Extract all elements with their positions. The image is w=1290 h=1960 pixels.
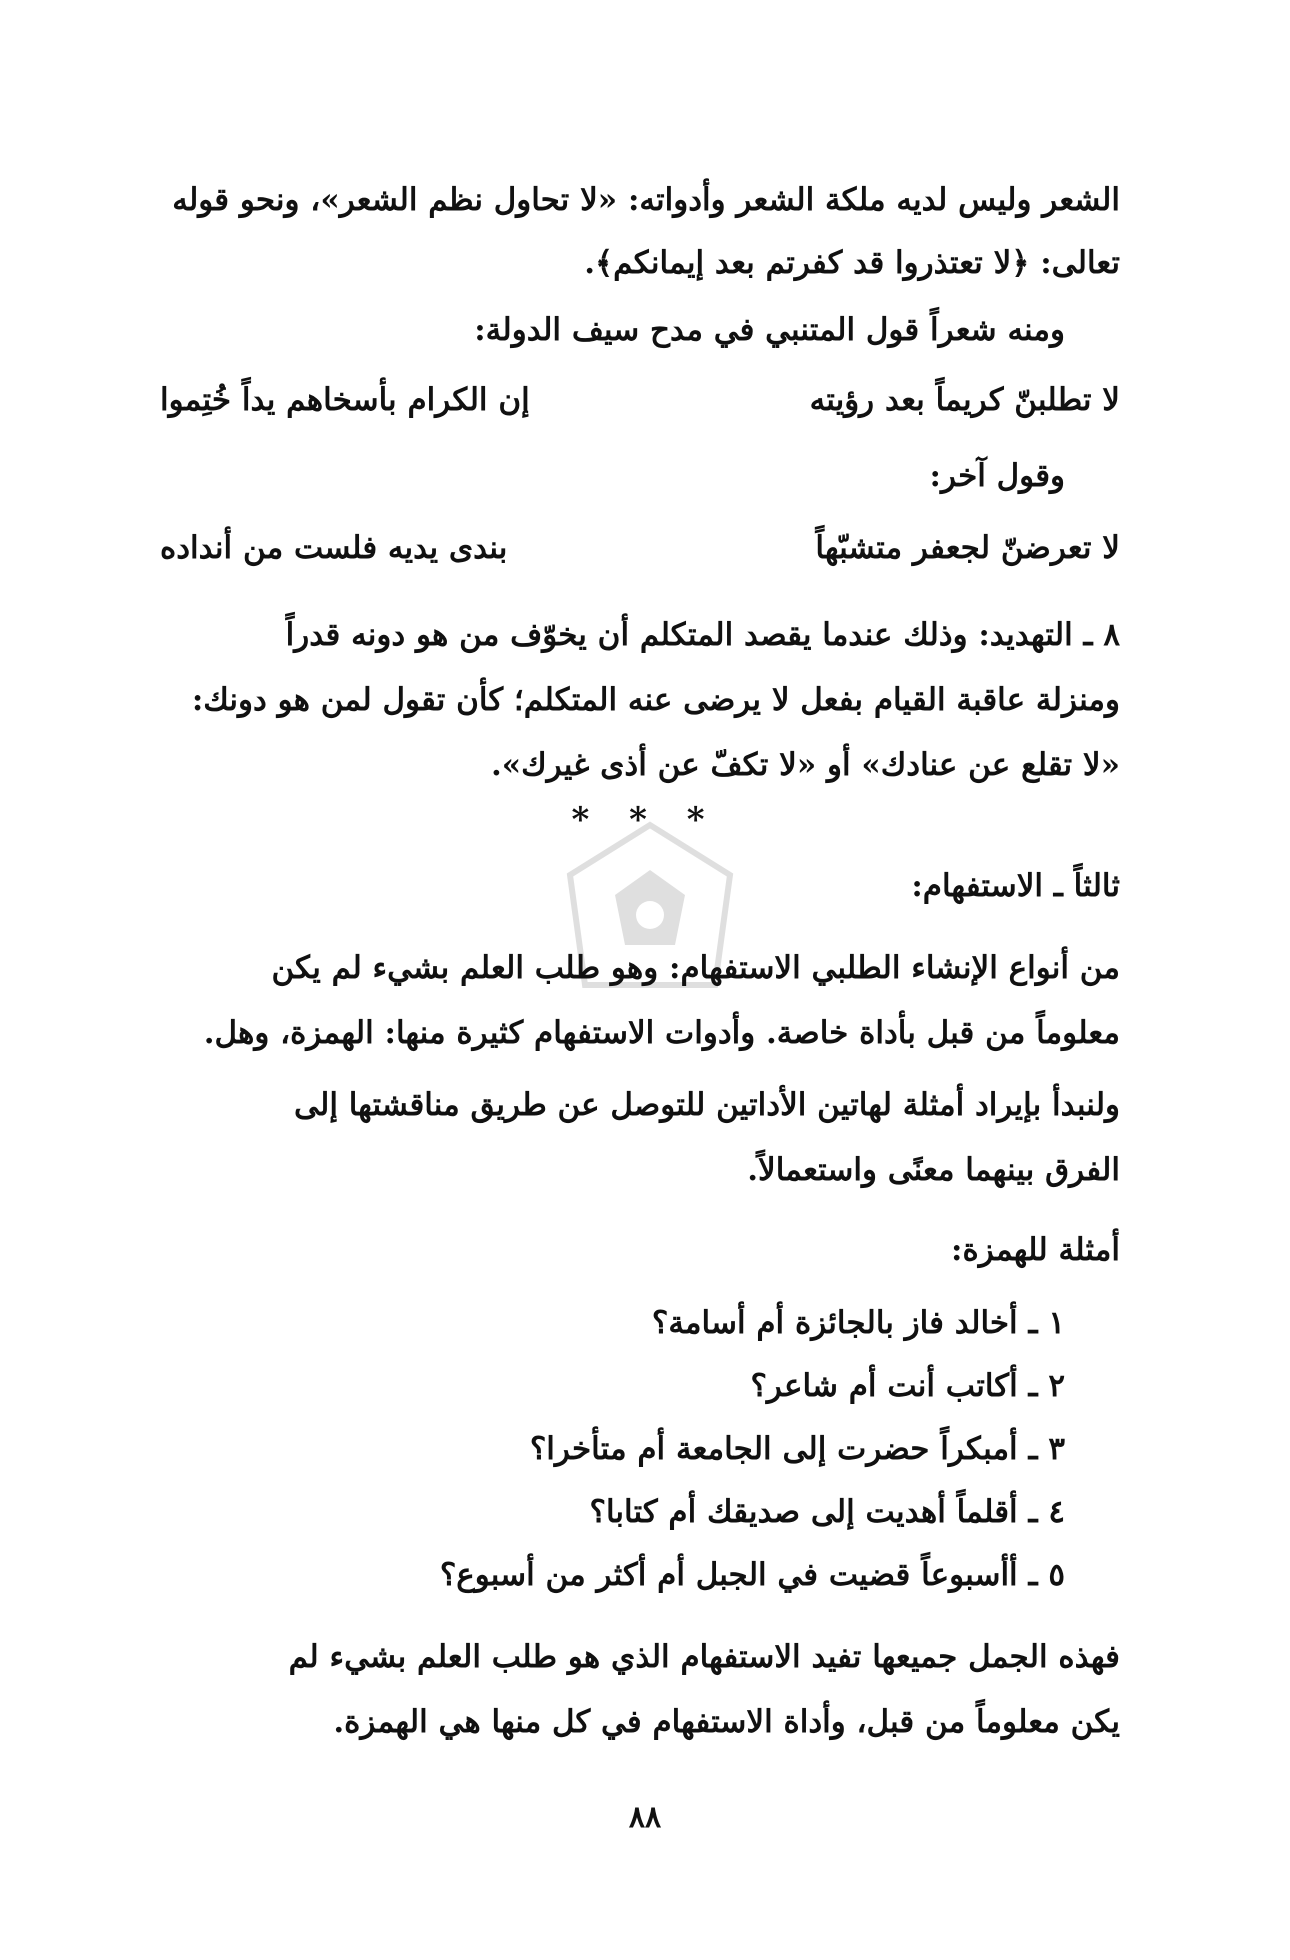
verse-2-second-hemistich: بندى يديه فلست من أنداده	[160, 530, 508, 566]
page-number: ٨٨	[628, 1800, 662, 1835]
threat-line-3: «لا تقلع عن عنادك» أو «لا تكفّ عن أذى غيرك».	[490, 747, 1120, 783]
conclusion-line-1: فهذه الجمل جميعها تفيد الاستفهام الذي هو طلب العلم بشيء لم	[288, 1639, 1120, 1675]
conclusion-line-2: يكن معلوماً من قبل، وأداة الاستفهام في كل منها هي الهمزة.	[333, 1704, 1120, 1740]
another-intro: وقول آخر:	[929, 458, 1065, 494]
verse-2-first-hemistich: لا تعرضنّ لجعفر متشبّهاً	[815, 530, 1120, 566]
verse-1	[160, 382, 1120, 418]
poetry-intro: ومنه شعراً قول المتنبي في مدح سيف الدولة:	[474, 312, 1065, 348]
example-item-1: ١ ـ أخالد فاز بالجائزة أم أسامة؟	[651, 1305, 1065, 1341]
example-item-2: ٢ ـ أكاتب أنت أم شاعر؟	[750, 1368, 1065, 1404]
threat-line-1: ٨ ـ التهديد: وذلك عندما يقصد المتكلم أن يخوّف من هو دونه قدراً	[285, 617, 1120, 653]
verse-2	[160, 530, 1120, 566]
verse-1-second-hemistich: إن الكرام بأسخاهم يداً خُتِموا	[160, 382, 530, 418]
verse-1-first-hemistich: لا تطلبنّ كريماً بعد رؤيته	[809, 382, 1120, 418]
start-line-2: الفرق بينهما معنًى واستعمالاً.	[747, 1152, 1120, 1188]
intro-line-1: الشعر وليس لديه ملكة الشعر وأدواته: «لا تحاول نظم الشعر»، ونحو قوله	[172, 182, 1120, 218]
definition-line-1: من أنواع الإنشاء الطلبي الاستفهام: وهو طلب العلم بشيء لم يكن	[271, 950, 1120, 986]
example-item-4: ٤ ـ أقلماً أهديت إلى صديقك أم كتابا؟	[589, 1494, 1065, 1530]
example-item-5: ٥ ـ أأسبوعاً قضيت في الجبل أم أكثر من أسبوع؟	[439, 1557, 1065, 1593]
threat-line-2: ومنزلة عاقبة القيام بفعل لا يرضى عنه المتكلم؛ كأن تقول لمن هو دونك:	[191, 682, 1120, 718]
intro-line-2: تعالى: ﴿لا تعتذروا قد كفرتم بعد إيمانكم﴾.	[584, 245, 1120, 281]
section-title: ثالثاً ـ الاستفهام:	[911, 868, 1120, 904]
example-item-3: ٣ ـ أمبكراً حضرت إلى الجامعة أم متأخرا؟	[529, 1431, 1065, 1467]
section-separator: * * *	[571, 800, 719, 840]
start-line-1: ولنبدأ بإيراد أمثلة لهاتين الأداتين للتوصل عن طريق مناقشتها إلى	[294, 1087, 1120, 1123]
examples-title: أمثلة للهمزة:	[951, 1232, 1120, 1268]
definition-line-2: معلوماً من قبل بأداة خاصة. وأدوات الاستفهام كثيرة منها: الهمزة، وهل.	[203, 1015, 1120, 1051]
